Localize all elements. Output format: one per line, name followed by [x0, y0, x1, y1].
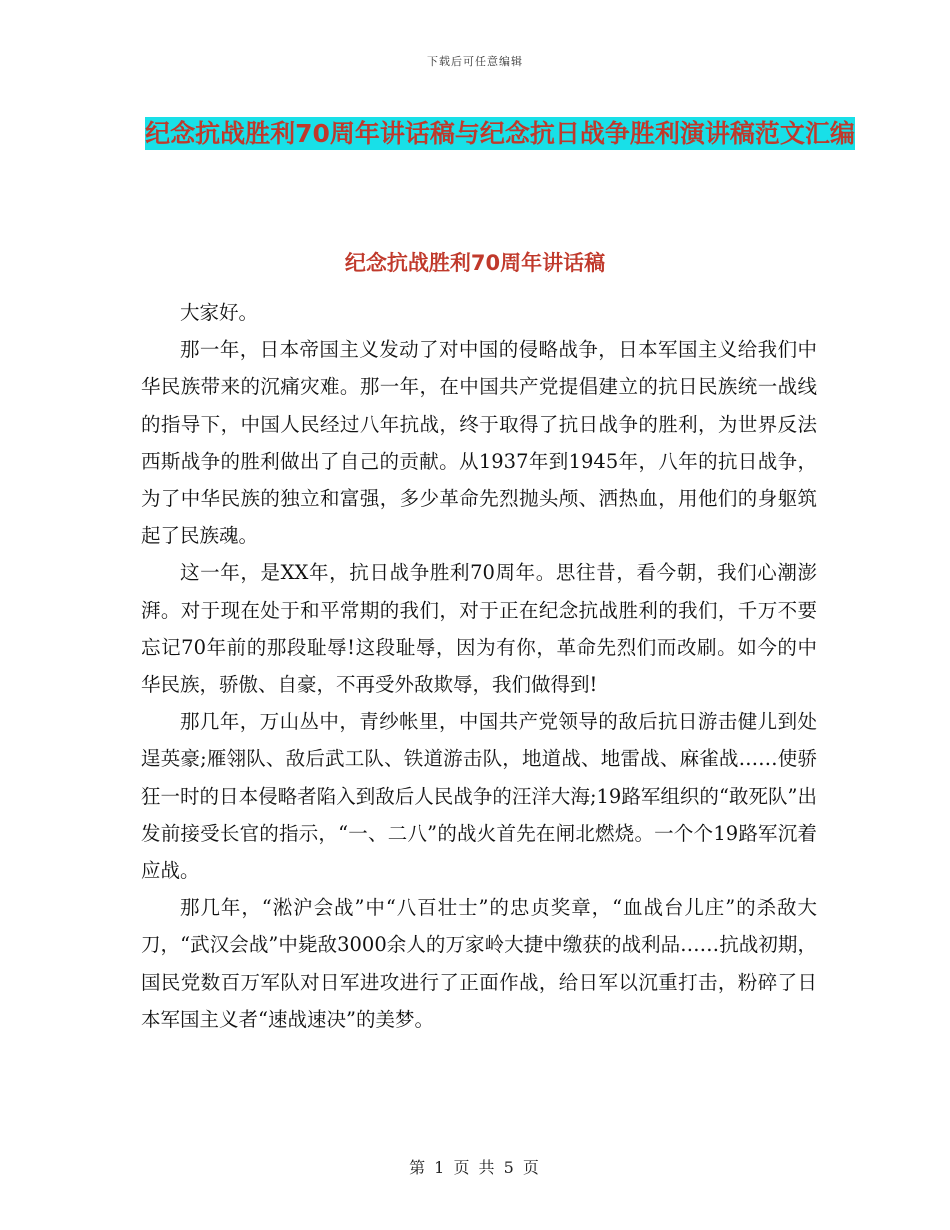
document-title: [140, 112, 860, 155]
document-title-text: 纪念抗战胜利70周年讲话稿与纪念抗日战争胜利演讲稿范文汇编: [145, 119, 855, 148]
page-footer: 第 1 页 共 5 页: [409, 1158, 541, 1177]
paragraph: 那几年，“淞沪会战”中“八百壮士”的忠贞奖章，“血战台儿庄”的杀敌大刀，“武汉会战”中毙敌3000余人的万家岭大捷中缴获的战利品……抗战初期，国民党数百万军队对日军进攻进行了正面作战，给日军以沉重打击，粉碎了日本军国主义者“速战速决”的美梦。: [141, 896, 817, 1031]
section-title: 纪念抗战胜利70周年讲话稿: [344, 251, 606, 275]
paragraph: 这一年，是XX年，抗日战争胜利70周年。思往昔，看今朝，我们心潮澎湃。对于现在处于和平常期的我们，对于正在纪念抗战胜利的我们，千万不要忘记70年前的那段耻辱!这段耻辱，因为有你，革命先烈们而改刷。如今的中华民族，骄傲、自豪，不再受外敌欺辱，我们做得到!: [141, 561, 817, 697]
paragraph-greeting: 大家好。: [180, 301, 259, 324]
paragraph: 那几年，万山丛中，青纱帐里，中国共产党领导的敌后抗日游击健儿到处逞英豪;雁翎队、敌后武工队、铁道游击队，地道战、地雷战、麻雀战……使骄狂一时的日本侵略者陷入到敌后人民战争的汪洋大海;19路军组织的“敢死队”出发前接受长官的指示，“一、二八”的战火首先在闸北燃烧。一个个19路军沉着应战。: [141, 710, 817, 883]
header-note: 下载后可任意编辑: [427, 55, 523, 68]
paragraph: 那一年，日本帝国主义发动了对中国的侵略战争，日本军国主义给我们中华民族带来的沉痛灾难。那一年，在中国共产党提倡建立的抗日民族统一战线的指导下，中国人民经过八年抗战，终于取得了抗日战争的胜利，为世界反法西斯战争的胜利做出了自己的贡献。从1937年到1945年，八年的抗日战争，为了中华民族的独立和富强，多少革命先烈抛头颅、洒热血，用他们的身躯筑起了民族魂。: [141, 338, 817, 548]
body-text: [141, 294, 817, 1038]
